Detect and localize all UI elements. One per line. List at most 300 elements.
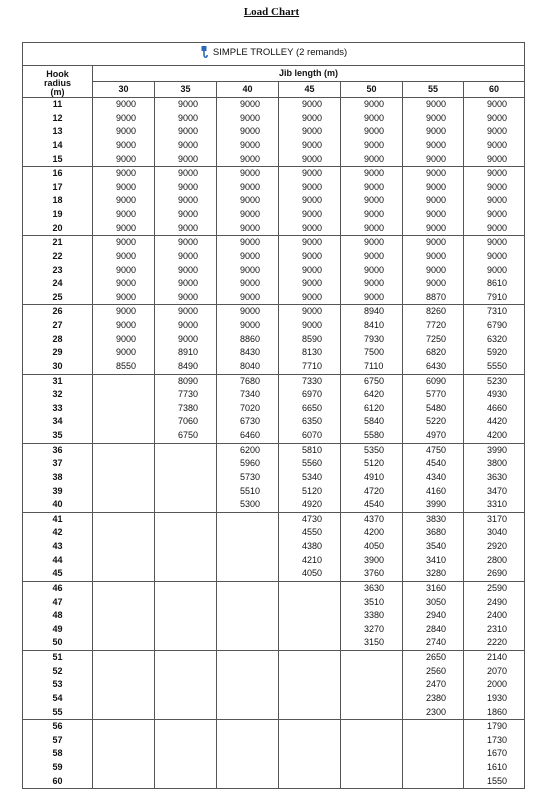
load-value: 4380 <box>302 541 323 551</box>
jib-length-col-header: 60 <box>464 82 525 98</box>
load-cell <box>93 374 155 443</box>
load-value: 7380 <box>178 402 199 413</box>
load-value: 5350 <box>364 444 385 455</box>
load-value: 2650 <box>426 652 447 662</box>
load-value: 9000 <box>487 99 508 109</box>
load-cell <box>155 720 217 789</box>
load-cell <box>155 236 217 305</box>
load-value: 6350 <box>302 416 323 427</box>
hook-radius-value: 48 <box>52 610 63 621</box>
load-value: 3170 <box>487 513 508 524</box>
hook-radius-value: 49 <box>52 623 63 634</box>
load-value: 8860 <box>240 333 261 344</box>
load-value: 6730 <box>240 416 261 427</box>
hook-radius-value: 17 <box>52 181 63 192</box>
hook-radius-value: 34 <box>52 416 63 427</box>
load-value: 9000 <box>302 168 323 179</box>
load-value: 6120 <box>364 402 385 413</box>
load-value: 9000 <box>364 195 385 206</box>
load-value: 3830 <box>426 513 447 524</box>
hook-radius-header <box>23 66 93 98</box>
hook-radius-value: 42 <box>52 527 63 538</box>
load-value: 4200 <box>487 430 508 440</box>
load-value: 4720 <box>364 485 385 496</box>
hook-radius-value: 29 <box>52 347 63 358</box>
hook-radius-value: 52 <box>52 665 63 676</box>
load-value: 9000 <box>116 333 137 344</box>
load-cell <box>279 98 341 167</box>
load-value: 9000 <box>364 168 385 179</box>
load-value: 1670 <box>487 748 508 759</box>
hook-radius-value: 23 <box>52 264 63 275</box>
load-value: 8260 <box>426 306 447 317</box>
load-cell <box>217 374 279 443</box>
band-label: SIMPLE TROLLEY (2 remands) <box>212 47 348 58</box>
load-cell <box>341 98 403 167</box>
load-value: 5300 <box>240 499 261 510</box>
hook-radius-value: 28 <box>52 333 63 344</box>
load-value: 9000 <box>240 112 261 123</box>
load-value: 5840 <box>364 416 385 427</box>
load-cell <box>93 651 155 720</box>
load-cell <box>217 98 279 167</box>
load-cell <box>464 236 525 305</box>
load-value: 9000 <box>240 139 261 150</box>
load-value: 9000 <box>364 264 385 275</box>
load-value: 9000 <box>364 237 385 248</box>
load-value: 3900 <box>364 554 385 565</box>
radius-group-row <box>23 581 525 650</box>
load-value: 2590 <box>487 582 508 593</box>
load-value: 9000 <box>426 181 447 192</box>
load-value: 9000 <box>487 222 508 233</box>
load-cell <box>403 651 464 720</box>
load-value: 9000 <box>426 99 447 109</box>
load-value: 6460 <box>240 430 261 440</box>
load-value: 2300 <box>426 706 447 717</box>
load-cell <box>93 512 155 581</box>
load-value: 4050 <box>302 568 323 579</box>
load-value: 8090 <box>178 375 199 386</box>
load-value: 9000 <box>426 126 447 137</box>
load-value: 9000 <box>240 306 261 317</box>
load-value: 9000 <box>240 209 261 219</box>
load-value: 9000 <box>240 126 261 137</box>
load-value: 8870 <box>426 291 447 302</box>
load-value: 5550 <box>487 360 508 371</box>
load-cell <box>93 443 155 512</box>
radius-cell <box>23 720 93 789</box>
load-value: 9000 <box>426 250 447 261</box>
load-value: 9000 <box>302 139 323 150</box>
load-value: 3680 <box>426 527 447 538</box>
load-value: 3310 <box>487 499 508 510</box>
load-value: 8430 <box>240 347 261 358</box>
load-cell <box>464 374 525 443</box>
load-value: 9000 <box>116 168 137 179</box>
jib-length-col-header: 40 <box>217 82 279 98</box>
load-cell <box>403 512 464 581</box>
load-value: 9000 <box>116 139 137 150</box>
jib-lengths-row <box>23 82 525 98</box>
load-cell <box>155 581 217 650</box>
load-value: 5920 <box>487 347 508 358</box>
load-value: 9000 <box>426 112 447 123</box>
page-title: Load Chart <box>243 6 300 18</box>
load-cell <box>217 651 279 720</box>
hook-header-line: (m) <box>50 87 65 97</box>
load-value: 6820 <box>426 347 447 358</box>
load-value: 7020 <box>240 402 261 413</box>
load-cell <box>403 374 464 443</box>
load-value: 2380 <box>426 692 447 703</box>
load-cell <box>155 651 217 720</box>
load-value: 9000 <box>240 181 261 192</box>
band-row <box>23 43 525 66</box>
load-value: 9000 <box>426 237 447 248</box>
load-value: 1860 <box>487 706 508 717</box>
load-value: 2800 <box>487 554 508 565</box>
load-value: 4920 <box>302 499 323 510</box>
load-value: 3040 <box>487 527 508 538</box>
hook-radius-value: 36 <box>52 444 63 455</box>
hook-header-line: Hook <box>46 69 69 79</box>
radius-group-row <box>23 651 525 720</box>
load-value: 7060 <box>178 416 199 427</box>
radius-group-row <box>23 512 525 581</box>
radius-cell <box>23 443 93 512</box>
load-value: 9000 <box>302 264 323 275</box>
load-value: 9000 <box>116 320 137 330</box>
load-cell <box>403 581 464 650</box>
load-value: 7730 <box>178 389 199 400</box>
load-value: 9000 <box>178 181 199 192</box>
hook-radius-value: 56 <box>52 721 63 732</box>
load-value: 9000 <box>116 126 137 137</box>
load-cell <box>341 374 403 443</box>
load-cell <box>279 581 341 650</box>
load-cell <box>279 374 341 443</box>
load-value: 4930 <box>487 389 508 400</box>
load-value: 7910 <box>487 291 508 302</box>
load-value: 9000 <box>364 278 385 289</box>
load-cell <box>464 651 525 720</box>
load-value: 9000 <box>240 153 261 164</box>
load-value: 7500 <box>364 347 385 358</box>
load-value: 2220 <box>487 637 508 648</box>
load-cell <box>403 305 464 374</box>
load-cell <box>341 305 403 374</box>
load-value: 4540 <box>426 458 447 469</box>
load-value: 8490 <box>178 360 199 371</box>
load-value: 8610 <box>487 278 508 289</box>
radius-group-row <box>23 98 525 167</box>
load-value: 9000 <box>116 291 137 302</box>
hook-radius-value: 41 <box>52 513 63 524</box>
load-value: 4370 <box>364 513 385 524</box>
load-value: 5960 <box>240 458 261 469</box>
load-value: 8590 <box>302 333 323 344</box>
load-value: 9000 <box>116 278 137 289</box>
load-value: 9000 <box>178 153 199 164</box>
load-value: 5560 <box>302 458 323 469</box>
hook-radius-value: 54 <box>52 692 63 703</box>
load-value: 9000 <box>426 278 447 289</box>
hook-radius-value: 58 <box>52 748 63 759</box>
hook-radius-value: 18 <box>52 195 63 206</box>
hook-radius-value: 43 <box>52 541 63 551</box>
load-value: 8040 <box>240 360 261 371</box>
load-value: 3800 <box>487 458 508 469</box>
load-value: 6970 <box>302 389 323 400</box>
load-value: 9000 <box>116 237 137 248</box>
load-value: 9000 <box>240 168 261 179</box>
load-value: 3630 <box>364 582 385 593</box>
radius-group-row <box>23 374 525 443</box>
load-value: 9000 <box>178 99 199 109</box>
load-value: 3470 <box>487 485 508 496</box>
load-value: 6750 <box>364 375 385 386</box>
load-value: 9000 <box>364 222 385 233</box>
load-value: 9000 <box>240 195 261 206</box>
load-value: 4210 <box>302 554 323 565</box>
load-value: 9000 <box>178 291 199 302</box>
load-value: 9000 <box>116 222 137 233</box>
load-cell <box>279 512 341 581</box>
load-value: 9000 <box>426 139 447 150</box>
jib-title-row <box>23 66 525 82</box>
load-value: 9000 <box>302 99 323 109</box>
load-cell <box>464 305 525 374</box>
radius-group-row <box>23 720 525 789</box>
load-cell <box>341 443 403 512</box>
load-value: 9000 <box>487 126 508 137</box>
load-value: 6200 <box>240 444 261 455</box>
load-value: 2470 <box>426 679 447 690</box>
load-value: 9000 <box>178 168 199 179</box>
load-value: 9000 <box>487 237 508 248</box>
load-chart-table <box>22 42 525 789</box>
load-cell <box>279 443 341 512</box>
load-value: 9000 <box>302 222 323 233</box>
load-cell <box>403 443 464 512</box>
load-value: 2690 <box>487 568 508 579</box>
jib-length-col-header: 35 <box>155 82 217 98</box>
load-cell <box>464 720 525 789</box>
load-value: 4050 <box>364 541 385 551</box>
jib-length-col-header: 45 <box>279 82 341 98</box>
load-value: 9000 <box>178 264 199 275</box>
load-value: 4910 <box>364 471 385 482</box>
load-value: 4730 <box>302 513 323 524</box>
load-cell <box>341 236 403 305</box>
load-cell <box>217 720 279 789</box>
load-value: 9000 <box>178 222 199 233</box>
load-value: 9000 <box>364 181 385 192</box>
load-cell <box>341 720 403 789</box>
load-value: 8130 <box>302 347 323 358</box>
load-value: 7250 <box>426 333 447 344</box>
hook-radius-value: 15 <box>52 153 63 164</box>
hook-radius-value: 59 <box>52 762 63 772</box>
hook-radius-value: 12 <box>52 112 63 123</box>
load-value: 7680 <box>240 375 261 386</box>
load-value: 4340 <box>426 471 447 482</box>
radius-group-row <box>23 236 525 305</box>
load-value: 9000 <box>116 264 137 275</box>
load-value: 2940 <box>426 610 447 621</box>
load-value: 3990 <box>487 444 508 455</box>
hook-radius-value: 27 <box>52 320 63 330</box>
jib-length-col-header: 30 <box>93 82 155 98</box>
load-value: 2400 <box>487 610 508 621</box>
load-value: 6790 <box>487 320 508 330</box>
load-value: 9000 <box>302 195 323 206</box>
load-value: 3510 <box>364 596 385 607</box>
hook-radius-value: 55 <box>52 706 63 717</box>
load-cell <box>403 98 464 167</box>
load-value: 9000 <box>364 153 385 164</box>
load-value: 9000 <box>240 320 261 330</box>
jib-length-col-header: 55 <box>403 82 464 98</box>
load-value: 7110 <box>364 360 384 371</box>
load-value: 2000 <box>487 679 508 690</box>
load-value: 8550 <box>116 360 137 371</box>
load-value: 9000 <box>364 209 385 219</box>
load-value: 4660 <box>487 402 508 413</box>
load-value: 9000 <box>240 237 261 248</box>
hook-header-line: radius <box>43 78 71 88</box>
load-cell <box>464 443 525 512</box>
load-value: 9000 <box>487 181 508 192</box>
load-cell <box>464 167 525 236</box>
load-value: 9000 <box>302 237 323 248</box>
load-cell <box>93 98 155 167</box>
load-value: 5810 <box>302 444 323 455</box>
load-cell <box>279 236 341 305</box>
load-value: 9000 <box>116 153 137 164</box>
load-cell <box>93 581 155 650</box>
hook-radius-value: 45 <box>52 568 63 579</box>
load-cell <box>403 236 464 305</box>
load-value: 9000 <box>426 153 447 164</box>
load-value: 5580 <box>364 430 385 440</box>
load-value: 9000 <box>487 250 508 261</box>
load-value: 9000 <box>364 250 385 261</box>
load-cell <box>279 305 341 374</box>
load-value: 8940 <box>364 306 385 317</box>
load-value: 9000 <box>487 209 508 219</box>
load-cell <box>93 167 155 236</box>
load-value: 9000 <box>487 112 508 123</box>
hook-radius-value: 51 <box>52 652 63 662</box>
load-value: 3380 <box>364 610 385 621</box>
load-value: 9000 <box>178 306 199 317</box>
load-value: 9000 <box>116 99 137 109</box>
hook-radius-value: 33 <box>52 402 63 413</box>
load-value: 4550 <box>302 527 323 538</box>
hook-radius-value: 50 <box>52 637 63 648</box>
hook-radius-value: 24 <box>52 278 63 289</box>
load-value: 9000 <box>302 278 323 289</box>
load-value: 5230 <box>487 375 508 386</box>
load-value: 4540 <box>364 499 385 510</box>
load-value: 2310 <box>487 623 508 634</box>
load-cell <box>217 167 279 236</box>
load-value: 2740 <box>426 637 447 648</box>
band-header <box>23 43 525 66</box>
load-value: 5510 <box>240 485 261 496</box>
load-value: 9000 <box>302 153 323 164</box>
jib-length-col-header: 50 <box>341 82 403 98</box>
load-value: 3280 <box>426 568 447 579</box>
load-value: 5220 <box>426 416 447 427</box>
load-cell <box>341 581 403 650</box>
hook-radius-value: 47 <box>52 596 63 607</box>
load-value: 3630 <box>487 471 508 482</box>
load-cell <box>93 720 155 789</box>
hook-radius-value: 53 <box>52 679 63 690</box>
load-value: 6420 <box>364 389 385 400</box>
load-value: 9000 <box>426 264 447 275</box>
hook-radius-value: 25 <box>52 291 63 302</box>
load-value: 9000 <box>302 320 323 330</box>
load-cell <box>217 581 279 650</box>
load-value: 9000 <box>178 333 199 344</box>
load-value: 9000 <box>116 195 137 206</box>
load-cell <box>155 305 217 374</box>
hook-radius-value: 11 <box>52 99 63 109</box>
load-value: 9000 <box>178 126 199 137</box>
load-cell <box>341 167 403 236</box>
hook-icon <box>200 46 208 60</box>
load-value: 3270 <box>364 623 385 634</box>
load-value: 9000 <box>487 195 508 206</box>
load-value: 4200 <box>364 527 385 538</box>
load-cell <box>217 305 279 374</box>
load-value: 9000 <box>116 250 137 261</box>
hook-radius-value: 38 <box>52 471 63 482</box>
load-value: 5120 <box>302 485 323 496</box>
load-value: 7710 <box>302 360 323 371</box>
hook-radius-value: 57 <box>52 734 63 745</box>
load-value: 9000 <box>302 250 323 261</box>
load-value: 9000 <box>426 209 447 219</box>
hook-radius-value: 14 <box>52 139 63 150</box>
load-value: 9000 <box>302 112 323 123</box>
load-value: 1930 <box>487 692 508 703</box>
radius-cell <box>23 98 93 167</box>
load-cell <box>155 98 217 167</box>
load-cell <box>155 374 217 443</box>
load-value: 3410 <box>426 554 447 565</box>
load-value: 9000 <box>302 291 323 302</box>
load-value: 3050 <box>426 596 447 607</box>
load-value: 9000 <box>116 181 137 192</box>
load-value: 7330 <box>302 375 323 386</box>
load-cell <box>341 651 403 720</box>
hook-radius-value: 16 <box>52 168 63 179</box>
load-value: 6090 <box>426 375 447 386</box>
load-cell <box>464 581 525 650</box>
load-value: 1790 <box>487 721 508 732</box>
load-cell <box>341 512 403 581</box>
radius-cell <box>23 167 93 236</box>
load-value: 9000 <box>302 181 323 192</box>
load-value: 9000 <box>178 139 199 150</box>
load-value: 9000 <box>116 306 137 317</box>
load-value: 9000 <box>178 250 199 261</box>
